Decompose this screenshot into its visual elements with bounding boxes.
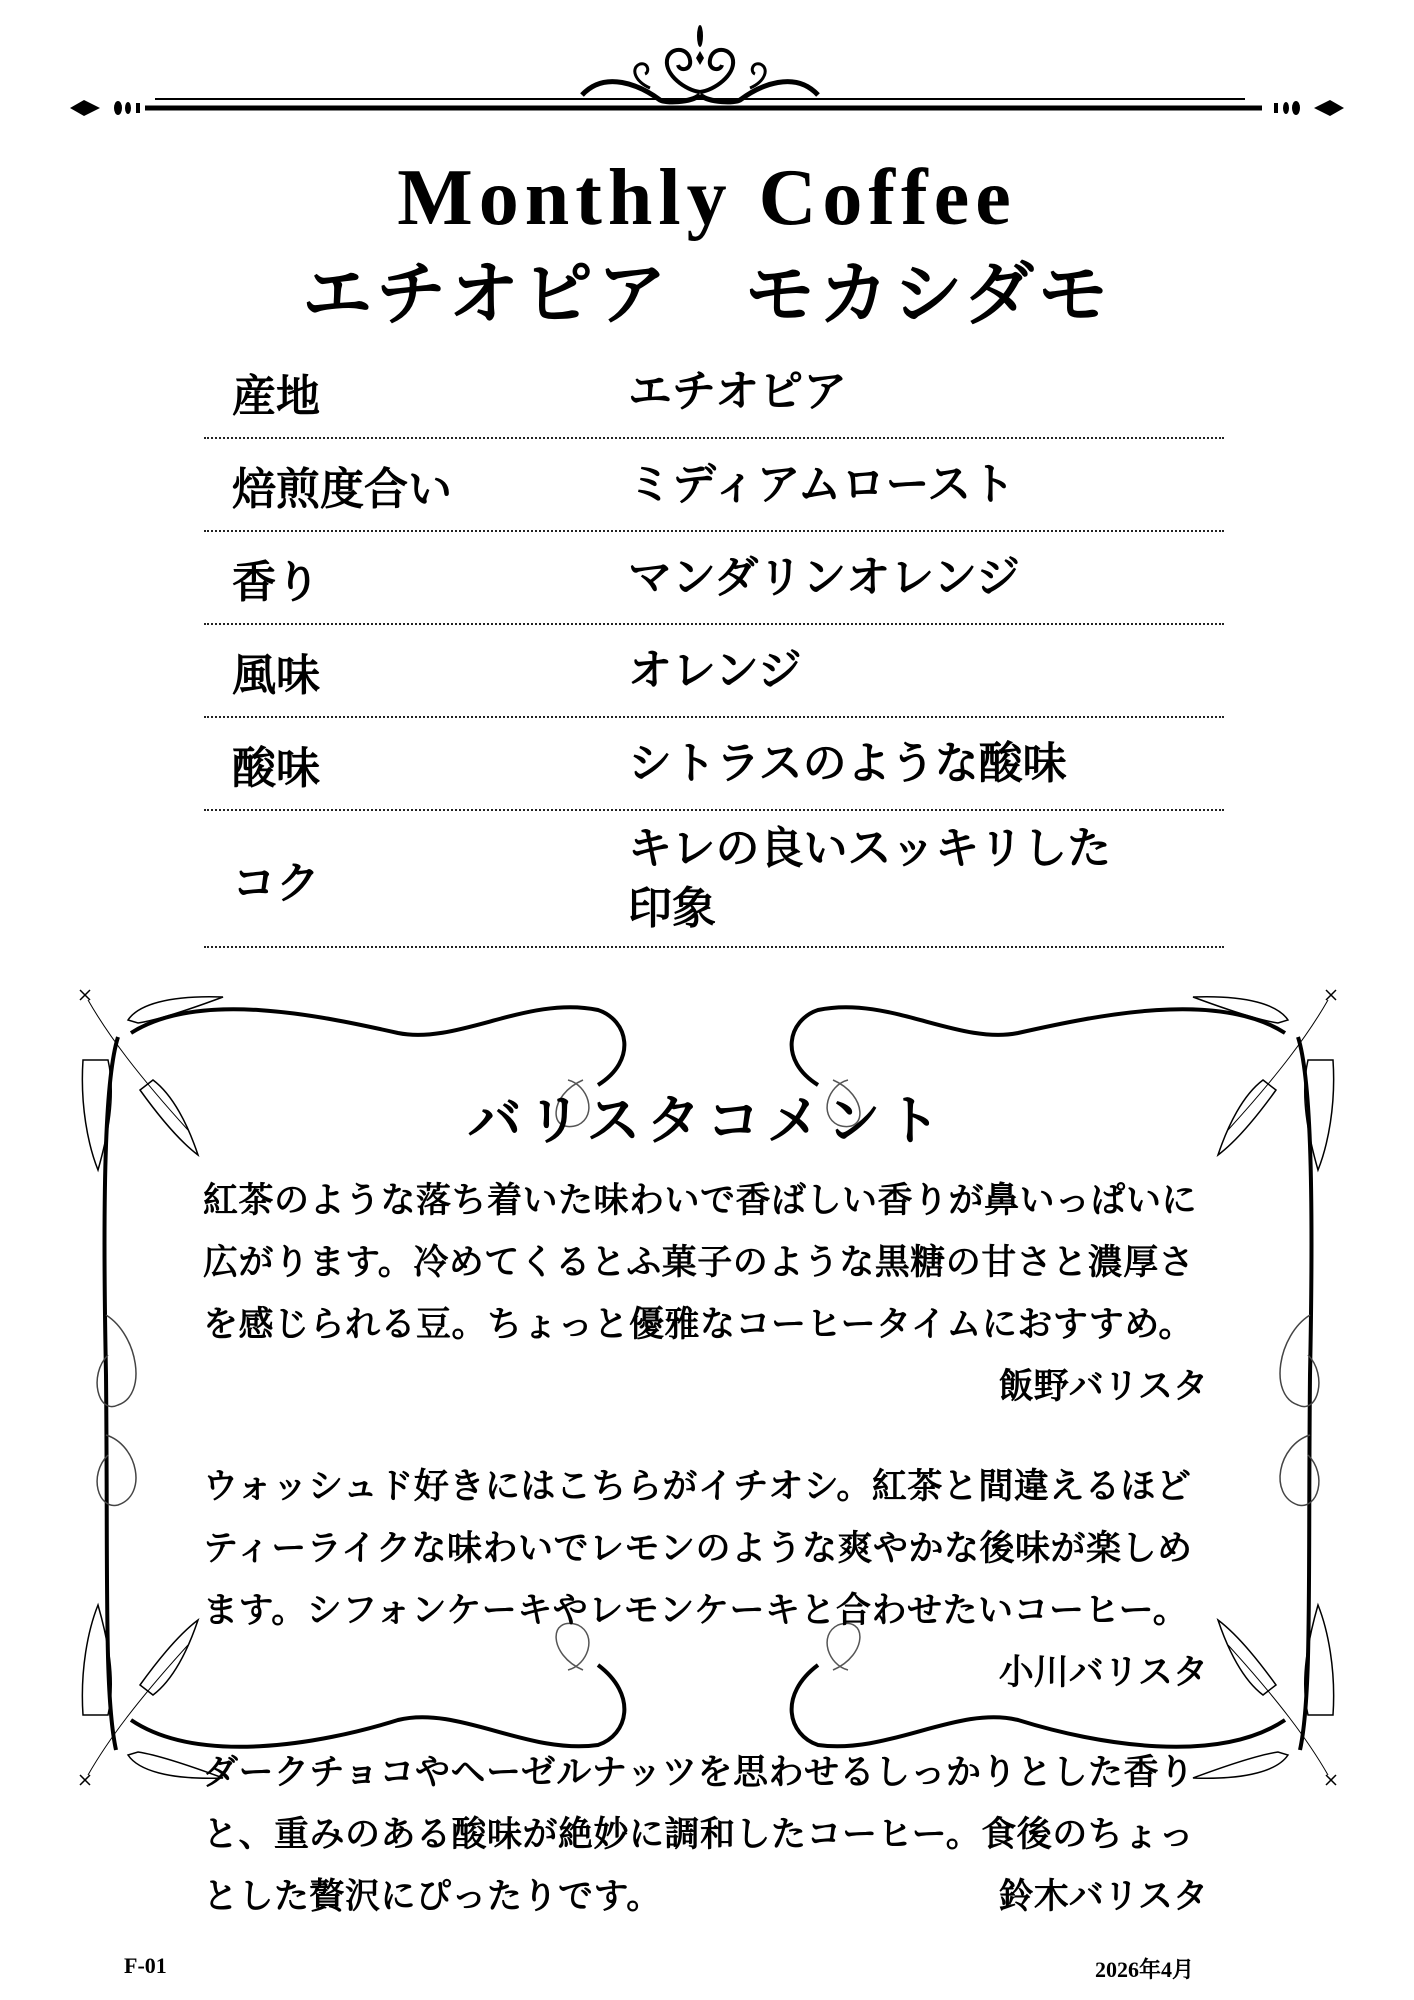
spec-value: キレの良いスッキリした印象 [628,822,1112,934]
spec-value: マンダリンオレンジ [628,551,1021,603]
barista-comments-heading: バリスタコメント [467,1088,947,1152]
coffee-spec-table [204,346,1224,948]
spec-label: 香り [232,556,320,608]
issue-date: 2026年4月 [1094,1957,1194,1982]
comment-text: ダークチョコやヘーゼルナッツを思わせるしっかりとした香りと、重みのある酸味が絶妙に調和したコーヒー。食後のちょっ [203,1752,1195,1855]
spec-label: 風味 [232,649,320,701]
spec-label: コク [232,857,320,909]
barista-comment [203,1170,1208,1418]
barista-comments-list [203,1170,1208,1966]
spec-row-origin [204,346,1224,439]
spec-value: ミディアムロースト [628,458,1016,510]
spec-label: 産地 [232,370,320,422]
spec-value: シトラスのような酸味 [628,737,1067,789]
comment-last-line [203,1866,1208,1928]
comment-author: 飯野バリスタ [998,1366,1208,1407]
spec-row-body [204,811,1224,948]
top-ornamental-divider [0,0,1414,140]
spec-row-flavor [204,625,1224,718]
spec-value: エチオピア [628,365,848,417]
comment-author: 小川バリスタ [998,1652,1208,1693]
spec-row-aroma [204,532,1224,625]
comment-text-end: とした贅沢にぴったりです。 [203,1876,662,1917]
page-title-english: Monthly Coffee [397,154,1017,242]
spec-row-roast [204,439,1224,532]
flourish-divider-icon [0,0,1414,140]
barista-comment [203,1742,1208,1928]
barista-comment [203,1456,1208,1704]
title-block [0,150,1414,342]
comment-text: ウォッシュド好きにはこちらがイチオシ。紅茶と間違えるほどティーライクな味わいでレモンのような爽やかな後味が楽しめます。シフォンケーキやレモンケーキと合わせたいコーヒー。 [203,1466,1193,1631]
comment-text: 紅茶のような落ち着いた味わいで香ばしい香りが鼻いっぱいに広がります。冷めてくるとふ菓子のような黒糖の甘さと濃厚さを感じられる豆。ちょっと優雅なコーヒータイムにおすすめ。 [203,1180,1198,1345]
document-code: F-01 [124,1953,167,1978]
spec-row-acidity [204,718,1224,811]
spec-value: オレンジ [628,644,802,696]
page-title-japanese: エチオピア モカシダモ [302,252,1112,335]
comment-author: 鈴木バリスタ [998,1876,1208,1917]
spec-label: 酸味 [232,742,320,794]
spec-label: 焙煎度合い [232,463,452,515]
